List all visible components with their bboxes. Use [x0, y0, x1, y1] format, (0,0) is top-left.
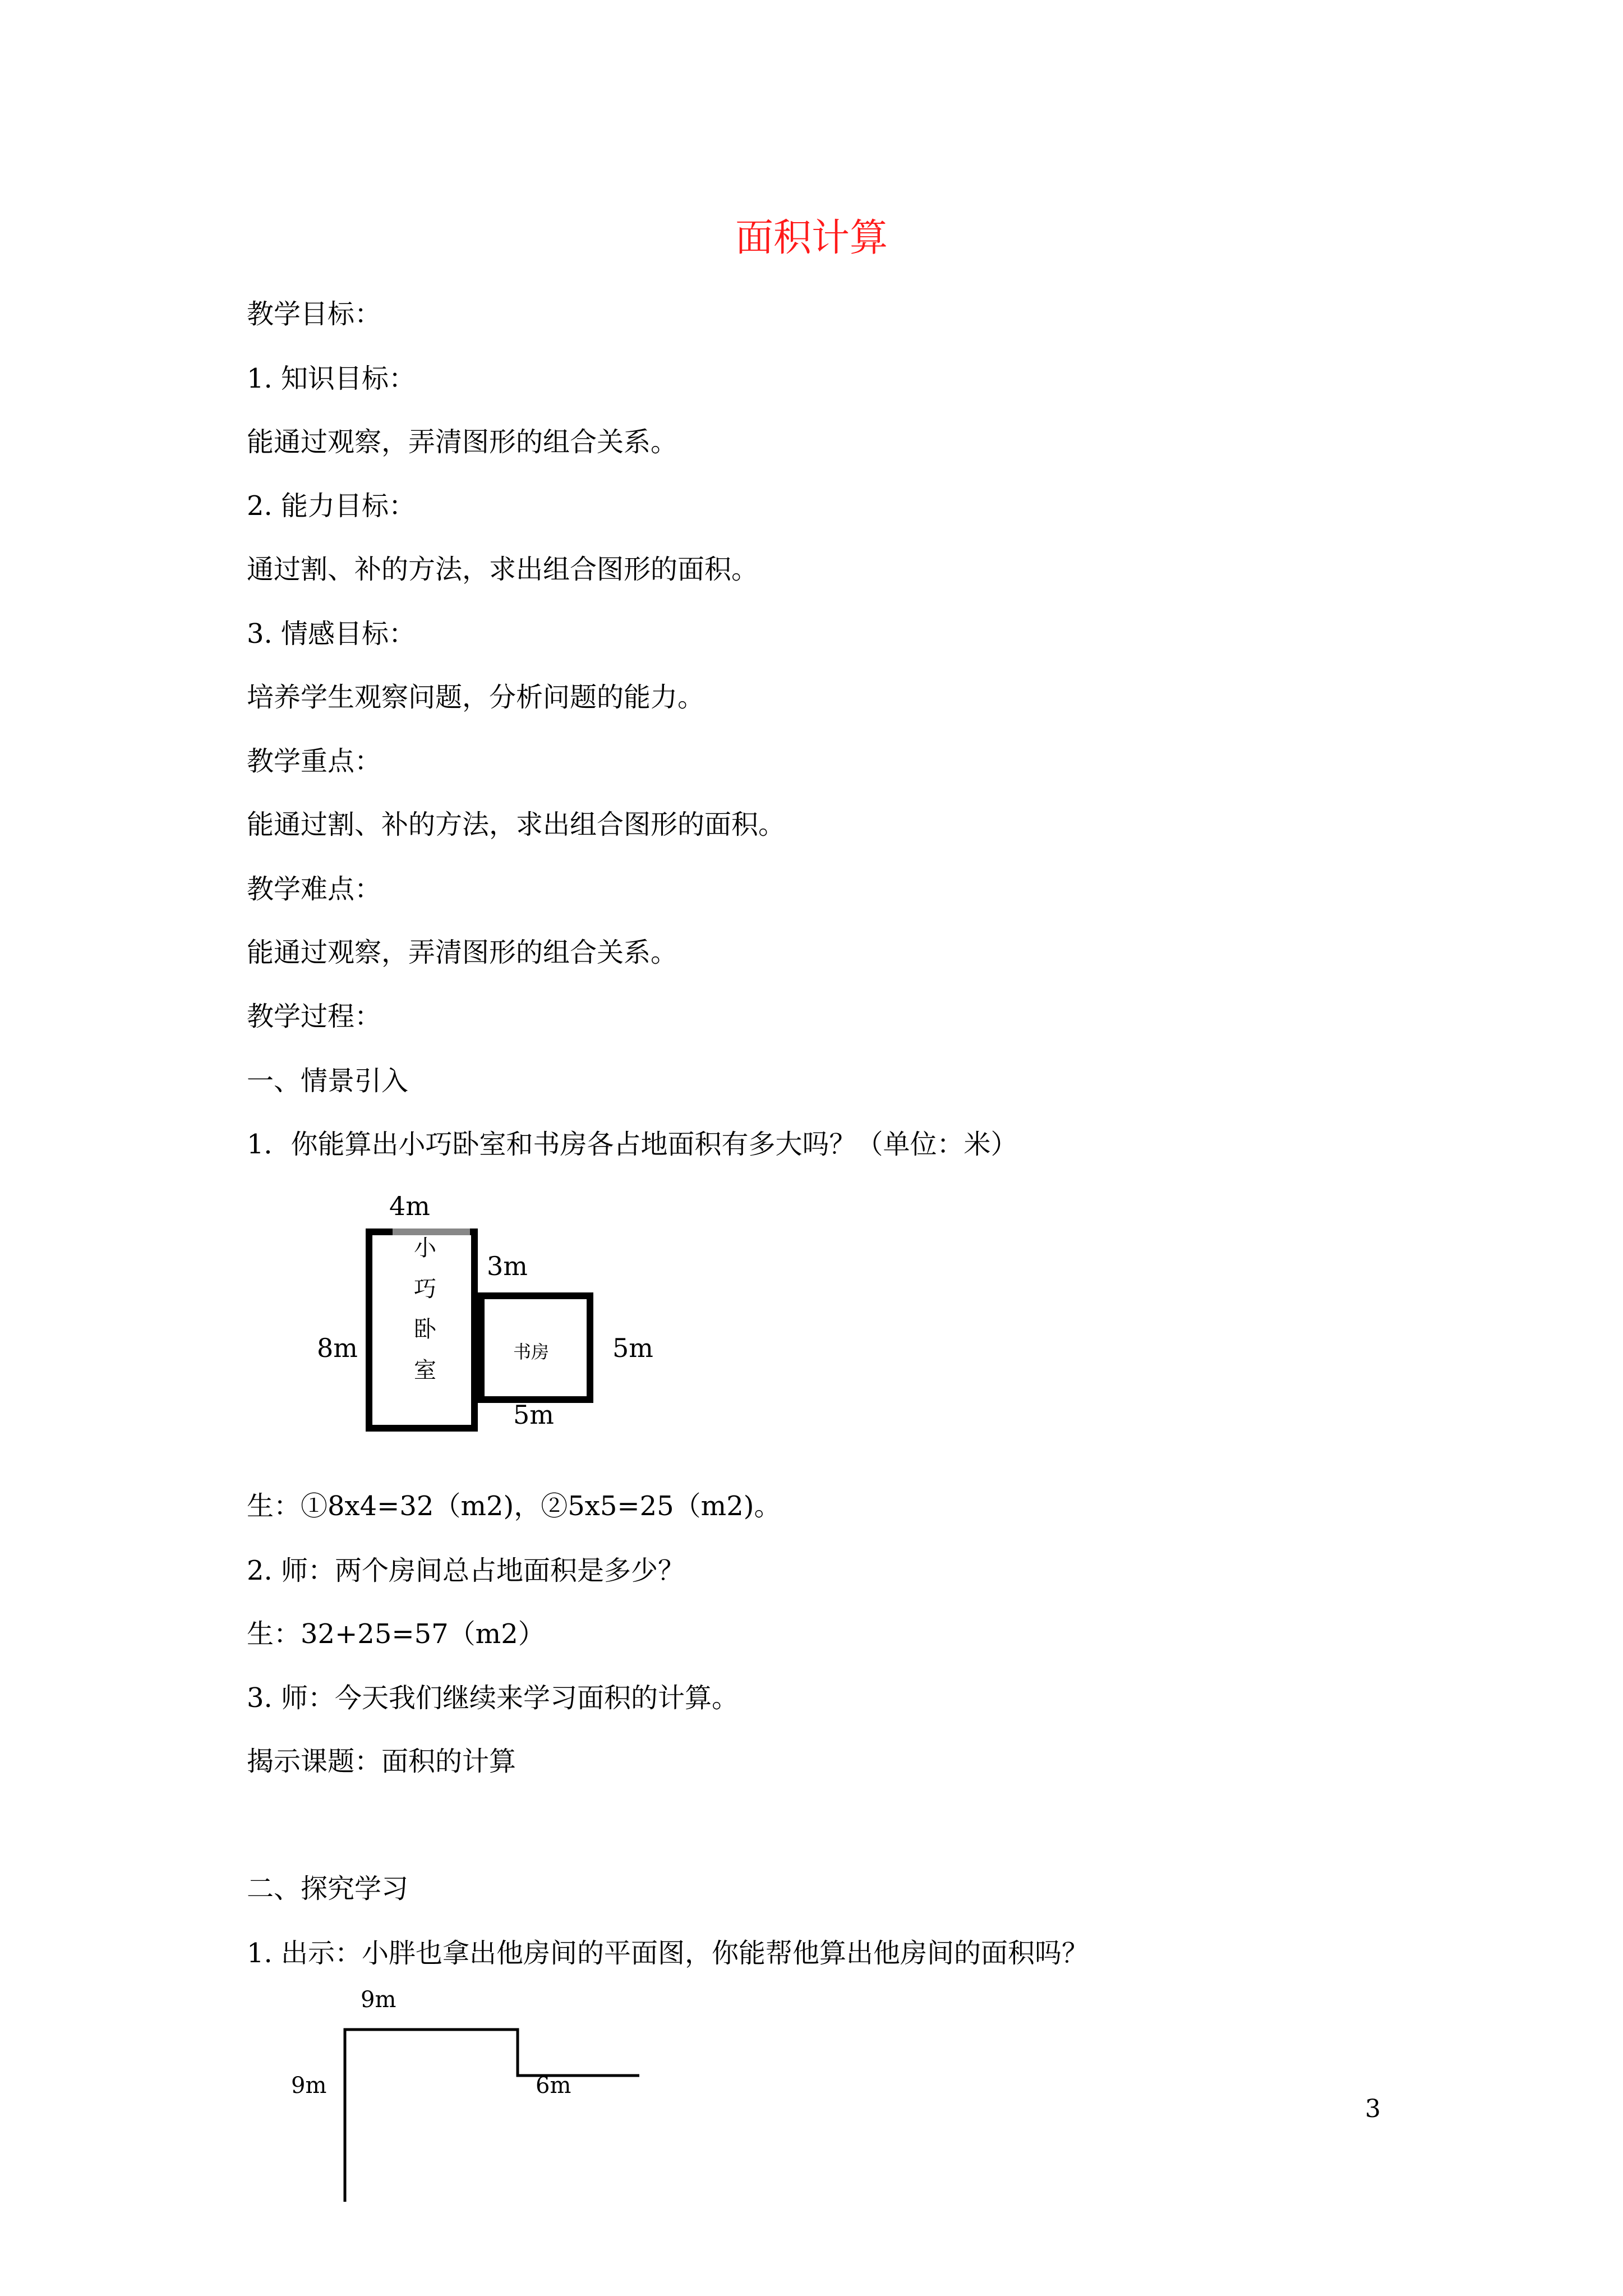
text-line: 生：①8x4=32（m2)，②5x5=25（m2)。 [247, 1490, 781, 1522]
bedroom-height-label: 8m [317, 1333, 358, 1363]
text-line: 通过割、补的方法，求出组合图形的面积。 [247, 554, 759, 585]
text-line: 1. 知识目标： [247, 363, 416, 394]
study-right-label: 5m [612, 1333, 653, 1363]
left-height-label: 9m [291, 2073, 327, 2099]
room-outline [345, 2030, 639, 2202]
page-number: 3 [1365, 2095, 1381, 2123]
bedroom-char: 卧 [414, 1317, 436, 1342]
text-line: 能通过割、补的方法，求出组合图形的面积。 [247, 809, 786, 840]
text-line: 二、探究学习 [247, 1873, 409, 1904]
text-line: 3. 情感目标： [247, 618, 416, 650]
text-line: 培养学生观察问题，分析问题的能力。 [247, 682, 705, 713]
text-line: 1. 出示：小胖也拿出他房间的平面图，你能帮他算出他房间的面积吗？ [247, 1938, 1089, 1969]
step-length-label: 6m [536, 2073, 571, 2099]
text-line: 教学重点： [247, 746, 382, 777]
bedroom-char: 小 [414, 1235, 436, 1261]
bedroom-width-label: 4m [389, 1191, 430, 1221]
text-line: 1．你能算出小巧卧室和书房各占地面积有多大吗？（单位：米） [247, 1129, 1018, 1160]
study-top-label: 3m [487, 1251, 528, 1281]
top-width-label: 9m [361, 1987, 396, 2013]
text-line: 2. 师：两个房间总占地面积是多少？ [247, 1555, 685, 1586]
bedroom-char: 室 [414, 1358, 436, 1383]
text-line: 生：32+25=57（m2） [247, 1618, 545, 1650]
text-line: 教学目标： [247, 298, 382, 330]
text-line: 2. 能力目标： [247, 490, 416, 522]
study-bottom-label: 5m [513, 1400, 554, 1430]
bedroom-char: 巧 [414, 1276, 436, 1302]
study-label: 书房 [513, 1341, 550, 1363]
text-line: 能通过观察，弄清图形的组合关系。 [247, 937, 678, 968]
text-line: 能通过观察，弄清图形的组合关系。 [247, 426, 678, 458]
text-line: 一、情景引入 [247, 1065, 409, 1097]
text-line: 教学难点： [247, 873, 382, 905]
text-line: 揭示课题：面积的计算 [247, 1746, 517, 1777]
text-line: 3. 师：今天我们继续来学习面积的计算。 [247, 1682, 739, 1714]
text-line: 教学过程： [247, 1001, 382, 1032]
page-title: 面积计算 [735, 216, 888, 260]
